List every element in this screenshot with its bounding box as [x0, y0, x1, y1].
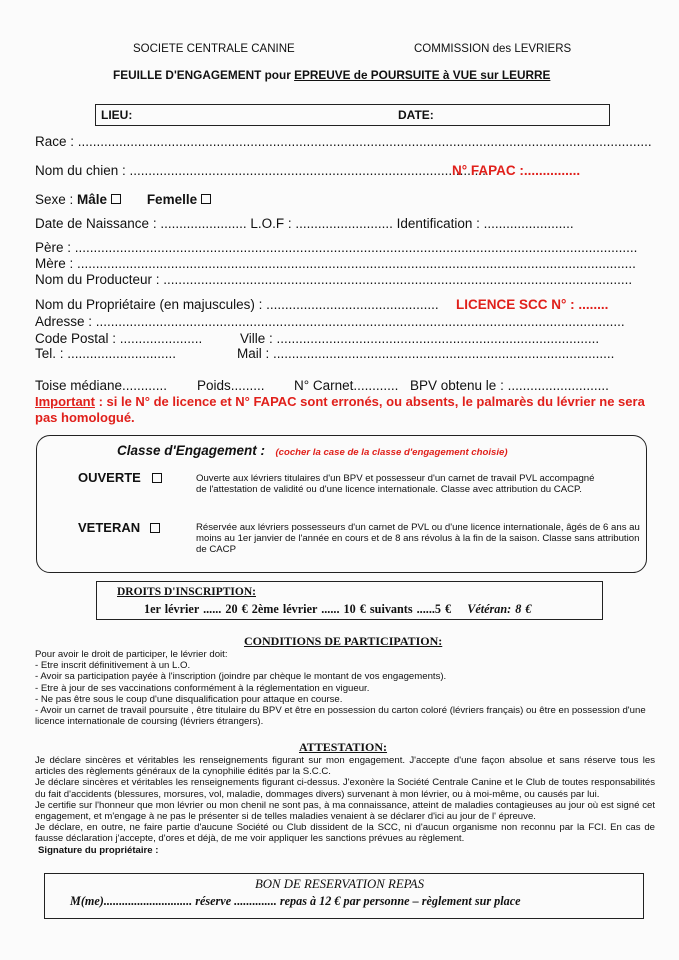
conditions-intro: Pour avoir le droit de participer, le lévrier doit:: [35, 649, 228, 660]
sexe-row: [35, 192, 211, 207]
sexe-label: Sexe :: [35, 192, 78, 207]
attestation-title: ATTESTATION:: [299, 740, 388, 754]
fapac-field[interactable]: N° FAPAC :...............: [452, 163, 581, 178]
ville-field[interactable]: Ville : ......................................................................................: [240, 331, 600, 346]
femelle-label: Femelle: [146, 192, 198, 207]
attestation-paragraph: Je certifie sur l'honneur que mon lévrier ou mon chenil ne sont pas, à ma connaissance, atteint de maladies contagieuses au jour où est signé cet engagement, et m'engage à ne pas le présenter si de telles maladies venaient à se déclarer d'ici au jour de l' épreuve.: [35, 799, 655, 823]
adresse-field[interactable]: Adresse : .............................................................................................................................................: [35, 314, 625, 329]
mail-field[interactable]: Mail : ...........................................................................................: [237, 346, 615, 361]
femelle-checkbox[interactable]: [201, 194, 211, 204]
form-title: [113, 68, 550, 82]
condition-item: - Ne pas être sous le coup d'une disqualification pour attaque en course.: [35, 693, 343, 705]
droits-veteran: Vétéran: 8 €: [467, 602, 532, 616]
mere-field[interactable]: Mère : .....................................................................................................................................................: [35, 256, 636, 271]
producteur-field[interactable]: Nom du Producteur : .............................................................................................................................: [35, 272, 633, 287]
nom-chien-field[interactable]: Nom du chien : ...............................................................................................: [35, 163, 486, 178]
condition-item: - Avoir sa participation payée à l'inscription (joindre par chèque le montant de vos engagements).: [35, 671, 447, 683]
ouverte-label: OUVERTE: [78, 470, 141, 485]
pere-field[interactable]: Père : ......................................................................................................................................................: [35, 240, 638, 255]
conditions-title: CONDITIONS DE PARTICIPATION:: [244, 634, 443, 648]
important-label: Important: [35, 394, 95, 409]
naissance-lof-identification-field[interactable]: Date de Naissance : ....................... L.O.F : .......................... Identification : ........................: [35, 216, 574, 231]
race-field[interactable]: Race : .........................................................................................................................................................: [35, 134, 652, 149]
veteran-row: [78, 520, 160, 535]
ouverte-row: [78, 470, 162, 485]
veteran-label: VETERAN: [78, 520, 141, 535]
conditions-block: [35, 649, 647, 727]
bpv-field[interactable]: BPV obtenu le : ...........................: [410, 378, 609, 393]
attestation-block: [35, 755, 655, 856]
veteran-description: Réservée aux lévriers possesseurs d'un carnet de PVL ou d'une licence internationale, âgés de 6 ans au moins au 1er janvier de l'année en cours et de 8 ans révolus à la fin de la saison. Classe sans attribution de CACP: [196, 522, 640, 556]
lieu-label: LIEU:: [101, 108, 133, 122]
classe-hint: (cocher la case de la classe d'engagement choisie): [275, 447, 508, 458]
ouverte-checkbox[interactable]: [152, 473, 162, 483]
tel-field[interactable]: Tel. : .............................: [35, 346, 177, 361]
classe-heading-row: [117, 442, 508, 460]
attestation-paragraph: Je déclare, en outre, ne faire partie d'aucune Société ou Club dissident de la SCC, ni d'aucun organisme non reconnu par la FCI. En cas de fausse déclaration j'accepte, d'ores et déjà, de me voir appliquer les sanctions prévues au règlement.: [35, 822, 655, 845]
form-title-event: EPREUVE de POURSUITE à VUE sur LEURRE: [294, 68, 551, 82]
condition-item: - Etre à jour de ses vaccinations conformément à la réglementation en vigueur.: [35, 682, 370, 694]
condition-item: - Avoir un carnet de travail poursuite , être titulaire du BPV et être en possession du carton coloré (lévriers français) ou être en possession d'une licence internationale de coursing (lévriers étrangers).: [35, 705, 646, 728]
date-label: DATE:: [398, 108, 434, 122]
org-name: SOCIETE CENTRALE CANINE: [133, 43, 295, 55]
droits-title: DROITS D'INSCRIPTION:: [117, 586, 256, 598]
ouverte-description: Ouverte aux lévriers titulaires d'un BPV et possesseur d'un carnet de travail PVL accompagné de l'attestation de validité ou d'une licence internationale. Classe avec attribution du CACP.: [196, 473, 595, 496]
carnet-field[interactable]: N° Carnet............: [294, 378, 399, 393]
code-postal-field[interactable]: Code Postal : ......................: [35, 331, 203, 346]
commission-name: COMMISSION des LEVRIERS: [414, 43, 572, 55]
repas-title: BON DE RESERVATION REPAS: [254, 877, 425, 891]
veteran-checkbox[interactable]: [150, 523, 160, 533]
repas-line[interactable]: M(me)............................. réserve .............. repas à 12 € par personne – règlement sur place: [70, 894, 521, 908]
important-text: : si le N° de licence et N° FAPAC sont erronés, ou absents, le palmarès du lévrier ne sera pas homologué.: [35, 394, 645, 425]
droits-line: 1er lévrier ...... 20 € 2ème lévrier ...... 10 € suivants ......5 €: [144, 602, 452, 616]
proprietaire-field[interactable]: Nom du Propriétaire (en majuscules) : ..............................................: [35, 297, 439, 312]
droits-tarifs: [144, 602, 532, 617]
poids-field[interactable]: Poids.........: [197, 378, 265, 393]
male-checkbox[interactable]: [111, 194, 121, 204]
attestation-paragraph: Je déclare sincères et véritables les renseignements figurant ci-dessus. J'exonère la Société Centrale Canine et le Club de toutes responsabilités du fait d'accidents (blessures, morsures, vol, maladie, dommages divers) survenant à mon lévrier, ou à moi-même, ou causés par lui.: [35, 777, 655, 800]
toise-field[interactable]: Toise médiane............: [35, 378, 168, 393]
male-label: Mâle: [77, 192, 108, 207]
licence-field[interactable]: LICENCE SCC N° : ........: [456, 297, 609, 312]
form-title-prefix: FEUILLE D'ENGAGEMENT pour: [113, 68, 295, 82]
signature-label: Signature du propriétaire :: [38, 844, 159, 856]
lieu-date-box: [95, 104, 610, 126]
important-notice: [35, 394, 653, 425]
attestation-paragraph: Je déclare sincères et véritables les renseignements figurant sur mon engagement. J'accepte d'une façon absolue et sans réserve tous les articles des règlements généraux de la cynophilie édités par la S.C.C.: [35, 755, 655, 778]
classe-heading: Classe d'Engagement :: [117, 443, 265, 458]
condition-item: - Etre inscrit définitivement à un L.O.: [35, 660, 191, 672]
